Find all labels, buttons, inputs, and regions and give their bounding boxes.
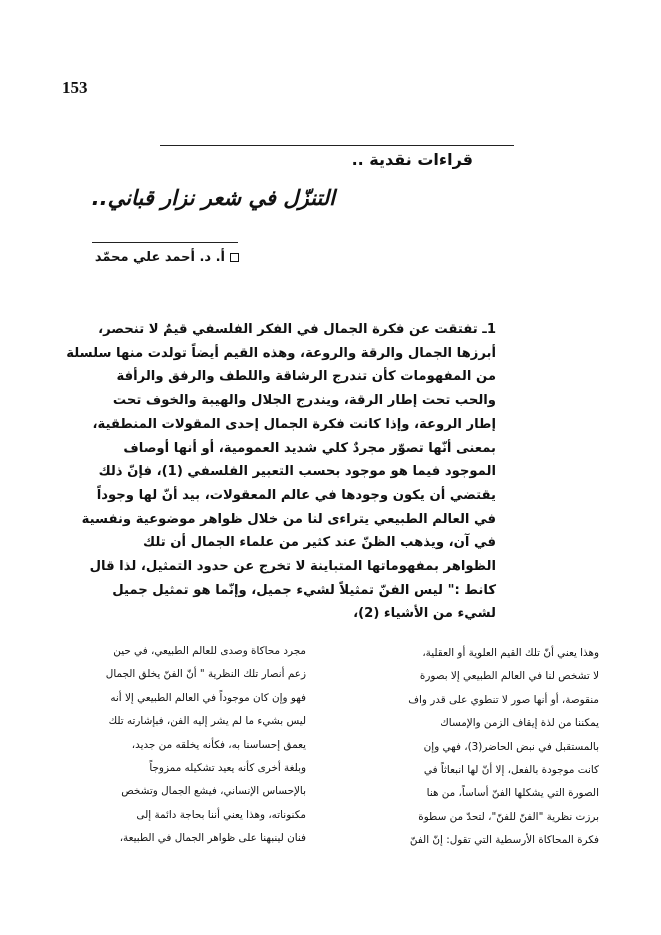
text-line: كانط :" ليس الفنّ تمثيلاً لشيء جميل، وإنّما هو تمثيل جميل xyxy=(112,582,496,598)
text-line: لشيء من الأشياء (2)، xyxy=(353,606,496,622)
text-line: إطار الروعة، وإذا كانت فكرة الجمال إحدى المقولات المنطقية، xyxy=(92,416,496,432)
text-line: في آن، ويذهب الظنّ عند كثير من علماء الجمال أن تلك xyxy=(143,535,496,551)
author-rule xyxy=(92,242,238,243)
text-line: مجرد محاكاة وصدى للعالم الطبيعي، في حين xyxy=(113,645,306,657)
text-line: وبلغة أخرى كأنه يعيد تشكيله ممزوجاً xyxy=(149,762,306,775)
text-line: في العالم الطبيعي يتراءى لنا من خلال ظواهر موضوعية ونفسية xyxy=(81,511,496,527)
text-line: وهذا يعني أنّ تلك القيم العلوية أو العقلية، xyxy=(422,647,599,659)
section-label: قراءات نقدية .. xyxy=(351,150,473,169)
square-bullet-icon xyxy=(230,253,239,262)
text-line: 1ـ تفتقت عن فكرة الجمال في الفكر الفلسفي قيمٌ لا تنحصر، xyxy=(98,322,496,337)
text-line: فنان لينبهنا على ظواهر الجمال في الطبيعة، xyxy=(119,832,306,845)
text-line: بالإحساس الإنساني، فيشع الجمال وتشخص xyxy=(121,785,306,798)
text-line: فكرة المحاكاة الأرسطية التي تقول: إنّ الفنّ xyxy=(409,834,599,847)
author-name: أ. د. أحمد علي محمّد xyxy=(94,250,225,265)
text-line: من المفهومات كأن تندرج الرشاقة واللطف والرفق والرأفة xyxy=(116,369,496,385)
text-line: يقتضي أن يكون وجودها في عالم المعقولات، بيد أنّ لها وجوداً xyxy=(96,487,496,503)
text-line: مكنوناته، وهذا يعني أننا بحاجة دائمة إلى xyxy=(136,808,306,821)
text-line: زعم أنصار تلك النظرية " أنّ الفنّ يخلق الجمال xyxy=(105,668,306,681)
text-line: يعمق إحساسنا به، فكأنه يخلقه من جديد، xyxy=(131,738,306,751)
text-line: والحب تحت إطار الرقة، ويندرج الجلال والهيبة والخوف تحت xyxy=(112,393,496,409)
text-line: الموجود فيما هو موجود بحسب التعبير الفلسفي (1)، فإنّ ذلك xyxy=(98,464,496,480)
text-line: برزت نظرية "الفنّ للفنّ"، لتحدّ من سطوة xyxy=(418,810,599,823)
author-byline xyxy=(95,250,239,265)
text-line: الظواهر بمفهوماتها المتباينة لا تخرج عن حدود التمثيل، لذا قال xyxy=(89,559,496,575)
text-line: ليس بشيء ما لم يشر إليه الفن، فبإشارته تلك xyxy=(108,715,306,728)
column-right xyxy=(339,642,599,853)
article-title: التنزّل في شعر نزار قباني.. xyxy=(91,186,335,210)
text-line: يمكننا من لذة إيقاف الزمن والإمساك xyxy=(440,717,599,730)
text-line: كانت موجودة بالفعل، إلا أنّ لها انبعاثاً في xyxy=(423,764,599,777)
column-left xyxy=(41,640,306,851)
text-line: بمعنى أنّها تصوّر مجردٌ كلي شديد العمومية، أو أنها أوصاف xyxy=(123,440,496,456)
text-line: لا تشخص لنا في العالم الطبيعي إلا بصورة xyxy=(419,670,599,683)
page-number: 153 xyxy=(62,78,88,97)
text-line: الصورة التي يشكلها الفنّ أساساً، من هنا xyxy=(426,787,599,800)
text-line: منقوصة، أو أنها صور لا تنطوي على قدر واف xyxy=(408,693,599,706)
text-line: بالمستقبل في نبض الحاضر(3)، فهي وإن xyxy=(423,740,599,753)
text-line: فهو وإن كان موجوداً في العالم الطبيعي إلا أنه xyxy=(110,691,306,704)
main-paragraph xyxy=(66,318,496,626)
header-rule xyxy=(160,145,514,146)
text-line: أبرزها الجمال والرقة والروعة، وهذه القيم أيضاً تولدت منها سلسلة xyxy=(66,345,496,361)
